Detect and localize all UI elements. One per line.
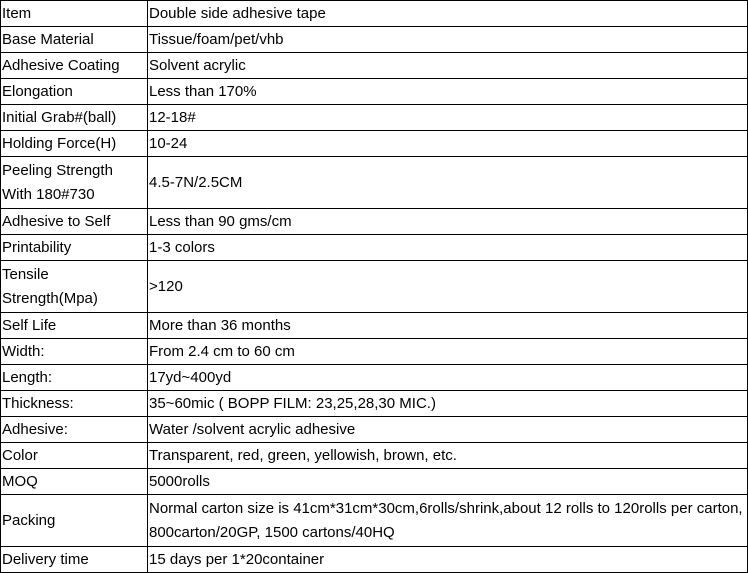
row-value: More than 36 months [148,313,748,339]
row-value: 10-24 [148,131,748,157]
row-value: Tissue/foam/pet/vhb [148,27,748,53]
table-row [1,131,748,157]
table-row [1,1,748,27]
row-label: MOQ [1,469,148,495]
row-label: Tensile Strength(Mpa) [1,261,148,313]
row-label: Peeling Strength With 180#730 [1,157,148,209]
row-label: Color [1,443,148,469]
row-value: Less than 90 gms/cm [148,209,748,235]
row-value: 1-3 colors [148,235,748,261]
table-row [1,469,748,495]
row-value: 15 days per 1*20container [148,547,748,573]
table-row [1,417,748,443]
row-label: Packing [1,495,148,547]
table-row [1,547,748,573]
table-row [1,313,748,339]
table-row [1,261,748,313]
row-value: Solvent acrylic [148,53,748,79]
row-label: Delivery time [1,547,148,573]
row-value: >120 [148,261,748,313]
row-label: Adhesive to Self [1,209,148,235]
table-row [1,339,748,365]
row-value: 12-18# [148,105,748,131]
row-label: Adhesive: [1,417,148,443]
row-label: Elongation [1,79,148,105]
row-label: Self Life [1,313,148,339]
table-row [1,495,748,547]
table-row [1,209,748,235]
table-row [1,53,748,79]
row-value: Water /solvent acrylic adhesive [148,417,748,443]
row-label: Thickness: [1,391,148,417]
table-row [1,79,748,105]
row-label: Item [1,1,148,27]
row-label: Width: [1,339,148,365]
table-row [1,157,748,209]
row-value: Normal carton size is 41cm*31cm*30cm,6rolls/shrink,about 12 rolls to 120rolls per carton, 800carton/20GP, 1500 cartons/40HQ [148,495,748,547]
table-row [1,27,748,53]
table-row [1,443,748,469]
row-value: 17yd~400yd [148,365,748,391]
row-value: Transparent, red, green, yellowish, brown, etc. [148,443,748,469]
table-row [1,391,748,417]
table-row [1,235,748,261]
row-label: Printability [1,235,148,261]
row-value: 35~60mic ( BOPP FILM: 23,25,28,30 MIC.) [148,391,748,417]
row-value: 4.5-7N/2.5CM [148,157,748,209]
table-row [1,105,748,131]
row-value: 5000rolls [148,469,748,495]
row-label: Initial Grab#(ball) [1,105,148,131]
row-value: Double side adhesive tape [148,1,748,27]
row-label: Length: [1,365,148,391]
row-label: Holding Force(H) [1,131,148,157]
table-row [1,365,748,391]
row-label: Adhesive Coating [1,53,148,79]
row-value: From 2.4 cm to 60 cm [148,339,748,365]
row-label: Base Material [1,27,148,53]
row-value: Less than 170% [148,79,748,105]
